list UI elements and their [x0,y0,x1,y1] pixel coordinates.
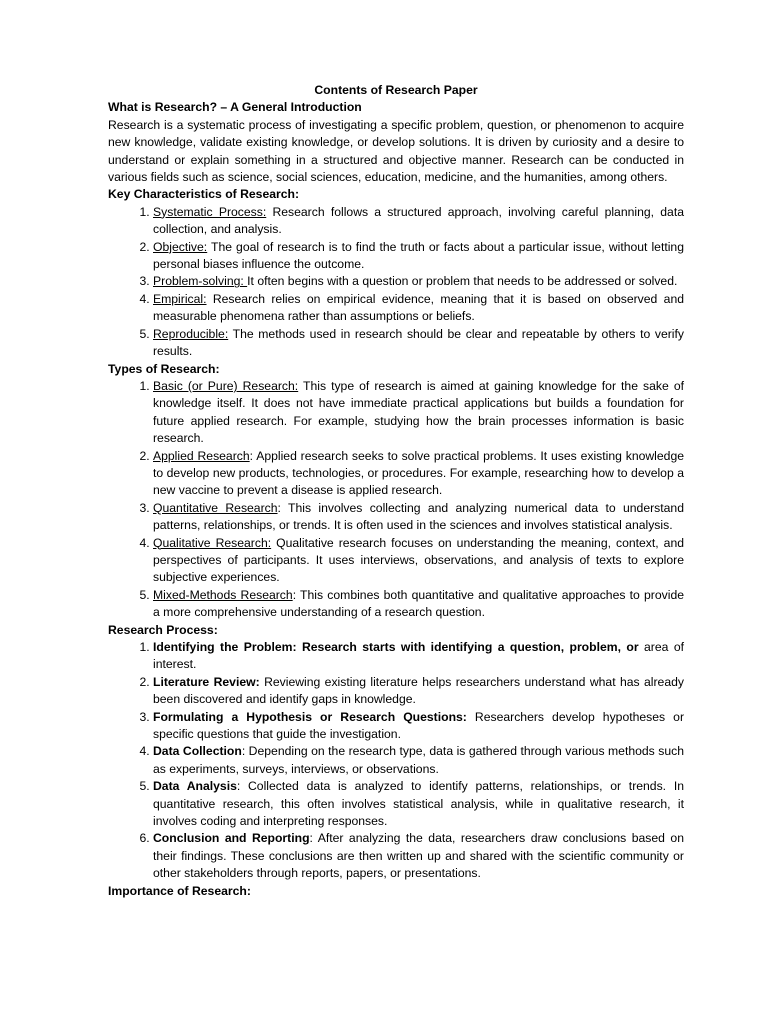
list-item [153,709,684,744]
term: Data Collection [153,744,242,759]
term: Literature Review: [153,674,260,689]
term: Empirical: [153,291,207,306]
term: Data Analysis [153,779,237,794]
list-item [153,326,684,361]
list-item [153,639,684,674]
list-item [153,204,684,239]
list-item [153,778,684,830]
item-text: Qualitative research focuses on understanding the meaning, context, and perspectives of participants. It uses interviews, observations, and analysis of texts to explore subjective experiences. [153,535,684,585]
item-text: This type of research is aimed at gaining knowledge for the sake of knowledge itself. It does not have immediate practical applications but builds a foundation for future applied research. For example, studying how the brain processes information is basic research. [153,378,684,446]
list-item [153,291,684,326]
list-item [153,273,684,290]
characteristics-list [108,204,684,361]
term: Problem-solving: [153,274,248,289]
term: Qualitative Research: [153,535,272,550]
intro-paragraph: Research is a systematic process of investigating a specific problem, question, or phenomenon to acquire new knowledge, validate existing knowledge, or develop solutions. It is driven by curiosity and a desire to understand or explain something in a structured and objective manner. Research can be conducted in various fields such as science, social sciences, education, medicine, and the humanities, among others. [108,117,684,185]
list-item [153,239,684,274]
item-text: The methods used in research should be clear and repeatable by others to verify results. [153,326,684,359]
list-item [153,535,684,587]
item-text: Research relies on empirical evidence, meaning that it is based on observed and measurable phenomena rather than assumptions or beliefs. [153,291,684,324]
item-text: Researchers develop hypotheses or specific questions that guide the investigation. [153,709,685,742]
term: Objective: [153,239,208,254]
item-text: It often begins with a question or problem that needs to be addressed or solved. [247,274,678,289]
types-heading: Types of Research: [108,361,220,376]
term: Conclusion and Reporting [153,831,310,846]
importance-heading: Importance of Research: [108,883,251,898]
item-text: area of interest. [153,640,684,672]
list-item [153,500,684,535]
term: Mixed-Methods Research [153,587,293,602]
term: Reproducible: [153,326,229,341]
types-list [108,378,684,622]
list-item [153,378,684,448]
term: Formulating a Hypothesis or Research Questions: [153,709,467,724]
item-text: : Depending on the research type, data is gathered through various methods such as experiments, surveys, interviews, or observations. [153,744,684,776]
process-list [108,639,684,883]
item-text: The goal of research is to find the truth or facts about a particular issue, without letting personal biases influence the outcome. [153,239,684,272]
term: Identifying the Problem: Research starts with identifying a question, problem, or [153,640,639,654]
term: Applied Research [153,448,250,463]
list-item [153,830,684,882]
term: Quantitative Research [153,500,278,515]
item-text: : After analyzing the data, researchers draw conclusions based on their findings. These conclusions are then written up and shared with the scientific community or other stakeholders through reports, papers, or presentations. [153,831,684,881]
characteristics-heading: Key Characteristics of Research: [108,187,300,202]
list-item [153,674,684,709]
list-item [153,448,684,500]
document-title: Contents of Research Paper [314,83,478,97]
item-text: Research follows a structured approach, involving careful planning, data collection, and analysis. [153,204,684,237]
item-text: : This involves collecting and analyzing numerical data to understand patterns, relationships, or trends. It is often used in the sciences and involves statistical analysis. [153,500,684,533]
list-item [153,587,684,622]
term: Systematic Process: [153,204,267,219]
intro-heading: What is Research? – A General Introduction [108,100,362,115]
item-text: : This combines both quantitative and qualitative approaches to provide a more comprehensive understanding of a research question. [153,587,684,620]
term: Basic (or Pure) Research: [153,378,299,393]
document-body [108,82,684,900]
item-text: Reviewing existing literature helps researchers understand what has already been discovered and identify gaps in knowledge. [153,674,684,707]
item-text: : Collected data is analyzed to identify patterns, relationships, or trends. In quantitative research, this often involves statistical analysis, while in qualitative research, it involves coding and interpreting responses. [153,779,684,829]
list-item [153,743,684,778]
item-text: : Applied research seeks to solve practical problems. It uses existing knowledge to develop new products, technologies, or procedures. For example, researching how to develop a new vaccine to prevent a disease is applied research. [153,448,685,498]
process-heading: Research Process: [108,622,218,637]
